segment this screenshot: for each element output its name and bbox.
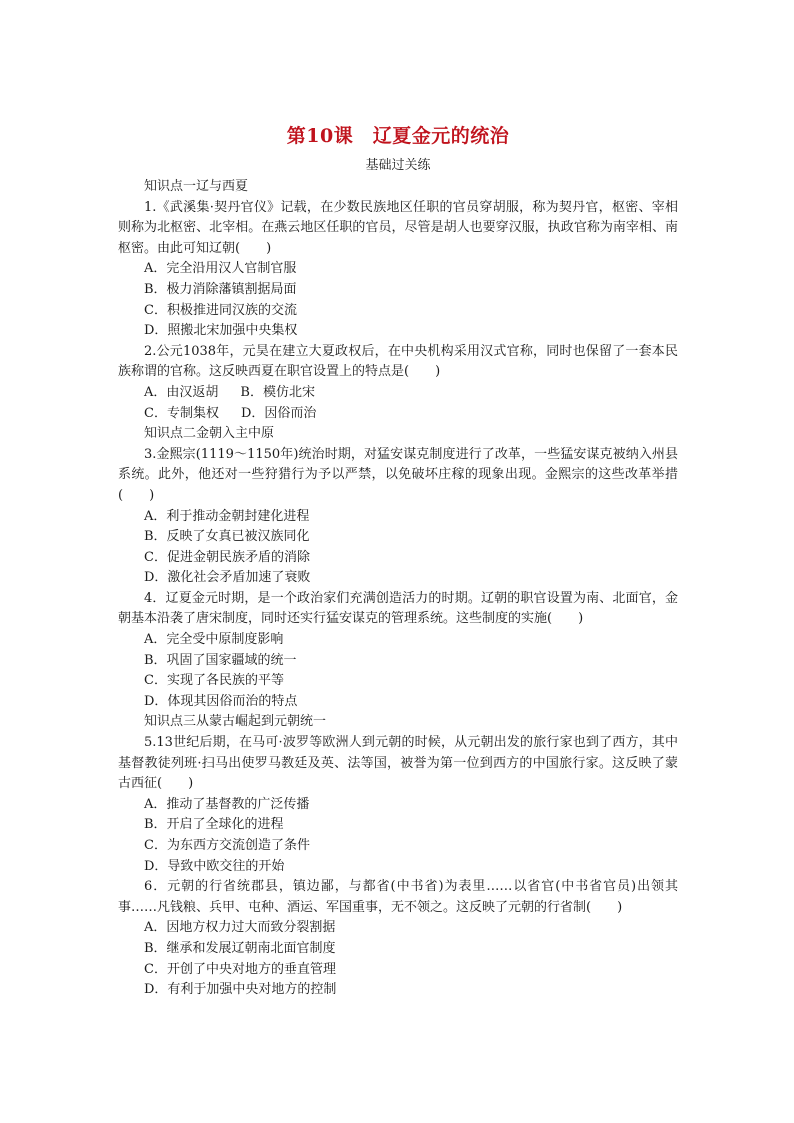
question-5-option-d: D．导致中欧交往的开始 xyxy=(144,858,285,874)
question-6-option-a: A．因地方权力过大而致分裂割据 xyxy=(144,920,336,936)
question-1-option-c: C．积极推进同汉族的交流 xyxy=(144,302,297,318)
question-5-option-b: B．开启了全球化的进程 xyxy=(144,817,284,833)
exercise-subtitle: 基础过关练 xyxy=(365,158,431,173)
question-1-option-a: A．完全沿用汉人官制官服 xyxy=(144,261,297,277)
question-4-option-d: D．体现其因俗而治的特点 xyxy=(144,693,298,709)
question-2-option-a: A．由汉返胡 xyxy=(144,384,219,400)
question-4-stem: 4．辽夏金元时期，是一个政治家们充满创造活力的时期。辽朝的职官设置为南、北面官，金朝基本沿袭了唐宋制度，同时还实行猛安谋克的管理系统。这些制度的实施( ) xyxy=(118,590,678,627)
question-1-stem: 1.《武溪集·契丹官仪》记载，在少数民族地区任职的官员穿胡服，称为契丹官，枢密、宰相则称为北枢密、北宰相。在燕云地区任职的官员，尽管是胡人也要穿汉服，执政官称为南宰相、南枢密。由此可知辽朝( ) xyxy=(118,199,678,256)
document-page xyxy=(118,118,678,1001)
section-heading-3: 知识点三从蒙古崛起到元朝统一 xyxy=(144,714,327,730)
question-2-option-b: B．模仿北宋 xyxy=(240,384,315,400)
question-1-option-b: B．极力消除藩镇割据局面 xyxy=(144,281,297,297)
question-5-stem: 5.13世纪后期，在马可·波罗等欧洲人到元朝的时候，从元朝出发的旅行家也到了西方，其中基督教徒列班·扫马出使罗马教廷及英、法等国，被誉为第一位到西方的中国旅行家。这反映了蒙古西征( ) xyxy=(118,735,678,792)
section-heading-1: 知识点一辽与西夏 xyxy=(144,179,249,194)
question-6-option-d: D．有利于加强中央对地方的控制 xyxy=(144,982,337,998)
question-3-option-d: D．激化社会矛盾加速了衰败 xyxy=(144,570,311,586)
question-5-option-a: A．推动了基督教的广泛传播 xyxy=(144,796,310,812)
question-2-options-row-1 xyxy=(118,383,678,404)
question-6-option-c: C．开创了中央对地方的垂直管理 xyxy=(144,961,336,977)
question-3-option-c: C．促进金朝民族矛盾的消除 xyxy=(144,549,310,565)
question-2-options-row-2 xyxy=(118,404,678,425)
section-heading-2: 知识点二金朝入主中原 xyxy=(144,426,275,442)
question-6-option-b: B．继承和发展辽朝南北面官制度 xyxy=(144,940,336,956)
question-2-option-d: D．因俗而治 xyxy=(240,405,317,421)
question-3-option-a: A．利于推动金朝封建化进程 xyxy=(144,508,310,524)
question-2-option-c: C．专制集权 xyxy=(144,405,219,421)
question-3-option-b: B．反映了女真已被汉族同化 xyxy=(144,529,310,545)
question-2-stem: 2.公元1038年，元昊在建立大夏政权后，在中央机构采用汉式官称，同时也保留了一套本民族称谓的官称。这反映西夏在职官设置上的特点是( ) xyxy=(118,343,678,380)
question-1-option-d: D．照搬北宋加强中央集权 xyxy=(144,323,298,339)
question-3-stem: 3.金熙宗(1119～1150年)统治时期，对猛安谋克制度进行了改革，一些猛安谋克被纳入州县系统。此外，他还对一些狩猎行为予以严禁，以免破坏庄稼的现象出现。金熙宗的这些改革举措( ) xyxy=(118,446,678,503)
question-4-option-c: C．实现了各民族的平等 xyxy=(144,673,284,689)
question-4-option-b: B．巩固了国家疆域的统一 xyxy=(144,652,297,668)
question-4-option-a: A．完全受中原制度影响 xyxy=(144,632,284,648)
lesson-title: 第10课 辽夏金元的统治 xyxy=(286,125,510,147)
question-5-option-c: C．为东西方交流创造了条件 xyxy=(144,838,310,853)
question-6-stem: 6．元朝的行省统郡县，镇边鄙，与都省(中书省)为表里……以省官(中书省官员)出领其事……凡钱粮、兵甲、屯种、酒运、军国重事，无不领之。这反映了元朝的行省制( ) xyxy=(118,879,678,915)
